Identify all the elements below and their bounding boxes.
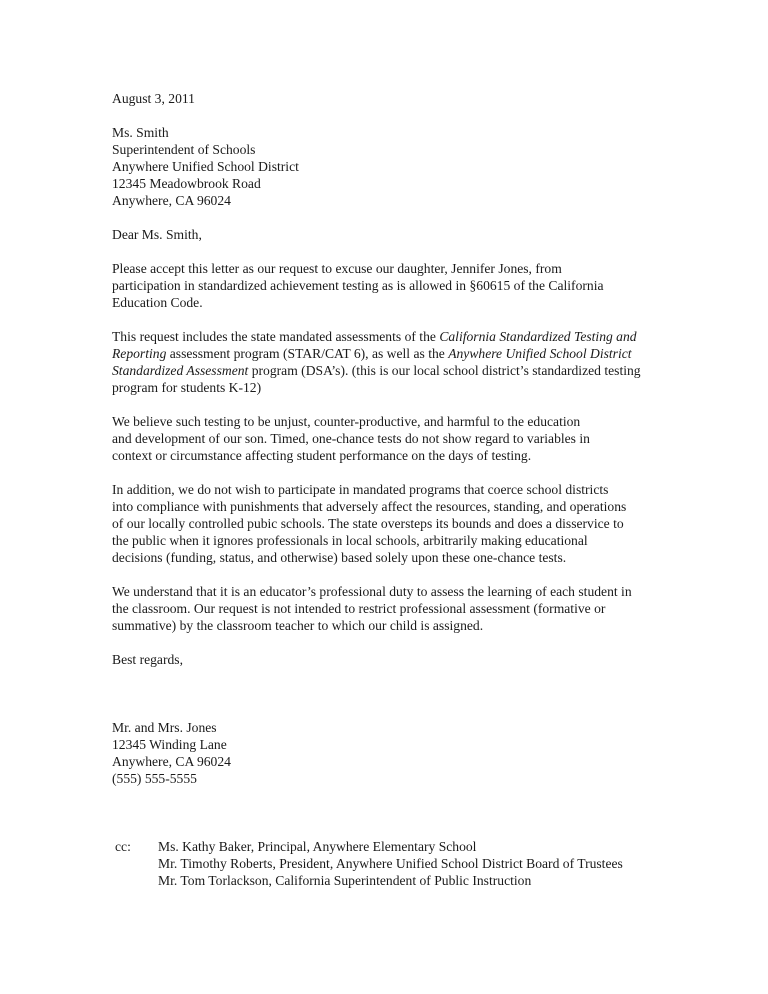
cc-list bbox=[112, 838, 672, 889]
paragraph-line: and development of our son. Timed, one-chance tests do not show regard to variables in bbox=[112, 431, 590, 446]
text-run: program (DSA’s). (this is our local school district’s standardized testing bbox=[248, 363, 641, 378]
paragraph-line: the public when it ignores professionals in local schools, arbitrarily making educational bbox=[112, 533, 588, 548]
recipient-city: Anywhere, CA 96024 bbox=[112, 193, 231, 208]
paragraph-line: context or circumstance affecting student performance on the days of testing. bbox=[112, 448, 532, 463]
paragraph-line: into compliance with punishments that adversely affect the resources, standing, and operations bbox=[112, 499, 627, 514]
text-run: assessment program (STAR/CAT 6), as well as the bbox=[166, 346, 449, 361]
salutation: Dear Ms. Smith, bbox=[112, 227, 202, 242]
recipient-street: 12345 Meadowbrook Road bbox=[112, 176, 261, 191]
recipient-title: Superintendent of Schools bbox=[112, 142, 256, 157]
letter bbox=[112, 90, 672, 889]
recipient-name: Ms. Smith bbox=[112, 125, 169, 140]
district-name-italic: Anywhere Unified School District bbox=[448, 346, 632, 361]
program-name-italic: Reporting bbox=[112, 346, 167, 361]
paragraph-line: decisions (funding, status, and otherwise) based solely upon these one-chance tests. bbox=[112, 550, 567, 565]
paragraph-line: In addition, we do not wish to participate in mandated programs that coerce school districts bbox=[112, 482, 609, 497]
paragraph-line: Please accept this letter as our request to excuse our daughter, Jennifer Jones, from bbox=[112, 261, 562, 276]
paragraph-mandates bbox=[112, 481, 672, 566]
paragraph-line bbox=[112, 345, 672, 362]
paragraph-line: summative) by the classroom teacher to which our child is assigned. bbox=[112, 618, 484, 633]
paragraph-line: We believe such testing to be unjust, counter-productive, and harmful to the education bbox=[112, 414, 581, 429]
sender-signature-block bbox=[112, 719, 672, 787]
paragraph-line: of our locally controlled pubic schools. The state oversteps its bounds and does a disservice to bbox=[112, 516, 624, 531]
paragraph-request bbox=[112, 260, 672, 311]
cc-recipient: Mr. Tom Torlackson, California Superintendent of Public Instruction bbox=[158, 873, 532, 888]
sender-name: Mr. and Mrs. Jones bbox=[112, 720, 217, 735]
paragraph-line bbox=[112, 362, 672, 379]
paragraph-beliefs bbox=[112, 413, 672, 464]
sender-phone: (555) 555-5555 bbox=[112, 771, 197, 786]
recipient-address bbox=[112, 124, 672, 209]
letter-date: August 3, 2011 bbox=[112, 91, 195, 106]
text-run: This request includes the state mandated assessments of the bbox=[112, 329, 440, 344]
cc-recipient: Mr. Timothy Roberts, President, Anywhere Unified School District Board of Trustees bbox=[158, 856, 623, 871]
paragraph-line: We understand that it is an educator’s professional duty to assess the learning of each student in bbox=[112, 584, 632, 599]
cc-recipient: Ms. Kathy Baker, Principal, Anywhere Elementary School bbox=[158, 839, 477, 854]
paragraph-line: participation in standardized achievement testing as is allowed in §60615 of the California bbox=[112, 278, 604, 293]
sender-street: 12345 Winding Lane bbox=[112, 737, 227, 752]
paragraph-line: the classroom. Our request is not intended to restrict professional assessment (formative or bbox=[112, 601, 606, 616]
program-name-italic: Standardized Assessment bbox=[112, 363, 249, 378]
paragraph-line bbox=[112, 328, 672, 345]
cc-label: cc: bbox=[115, 839, 131, 854]
closing: Best regards, bbox=[112, 652, 183, 667]
program-name-italic: California Standardized Testing and bbox=[439, 329, 637, 344]
paragraph-understanding bbox=[112, 583, 672, 634]
recipient-organization: Anywhere Unified School District bbox=[112, 159, 299, 174]
paragraph-line: Education Code. bbox=[112, 295, 203, 310]
sender-city: Anywhere, CA 96024 bbox=[112, 754, 231, 769]
paragraph-line: program for students K-12) bbox=[112, 380, 262, 395]
paragraph-assessments bbox=[112, 328, 672, 396]
